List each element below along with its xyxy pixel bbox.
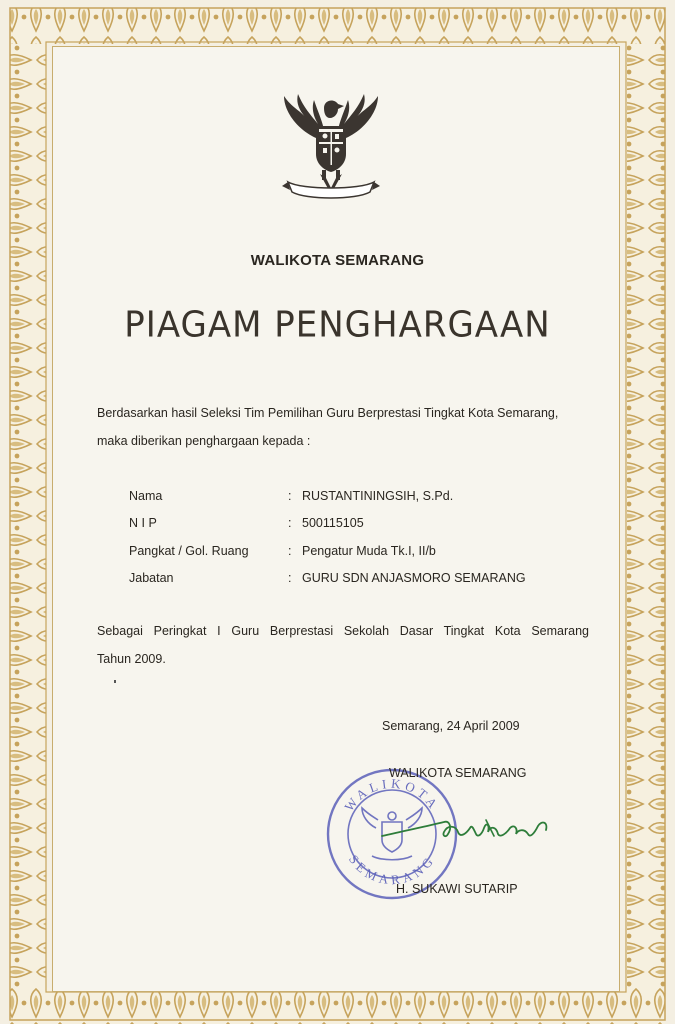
intro-line-1: Berdasarkan hasil Seleksi Tim Pemilihan Guru Berprestasi Tingkat Kota Semarang, (97, 406, 559, 420)
garuda-emblem-icon (278, 90, 384, 208)
field-colon: : (288, 488, 292, 503)
stamp-top-text: WALIKOTA (341, 775, 443, 815)
intro-line-2: maka diberikan penghargaan kepada : (97, 434, 311, 448)
field-value: RUSTANTININGSIH, S.Pd. (302, 488, 454, 503)
paper-speck (114, 680, 116, 683)
field-row-jabatan (129, 565, 526, 593)
field-value: Pengatur Muda Tk.I, II/b (302, 543, 436, 558)
field-label: N I P (129, 516, 157, 531)
field-label: Jabatan (129, 571, 174, 586)
field-label: Pangkat / Gol. Ruang (129, 543, 249, 558)
closing-line-1: Sebagai Peringkat I Guru Berprestasi Sekolah Dasar Tingkat Kota Semarang (97, 624, 589, 638)
certificate-title: PIAGAM PENGHARGAAN (124, 304, 551, 346)
field-colon: : (288, 516, 292, 531)
authority-heading: WALIKOTA SEMARANG (250, 252, 425, 269)
closing-line-2: Tahun 2009. (97, 652, 166, 666)
place-date: Semarang, 24 April 2009 (382, 719, 520, 733)
field-row-pangkat (129, 537, 526, 565)
field-value: 500115105 (302, 516, 364, 531)
stamp-bottom-text: SEMARANG (345, 851, 439, 888)
signatory-name: H. SUKAWI SUTARIP (396, 882, 518, 896)
field-colon: : (288, 543, 292, 558)
field-row-nama (129, 482, 526, 510)
intro-paragraph (97, 399, 589, 455)
recipient-fields (129, 482, 526, 592)
closing-paragraph (97, 617, 589, 673)
field-row-nip (129, 510, 526, 538)
field-colon: : (288, 571, 292, 586)
field-value: GURU SDN ANJASMORO SEMARANG (302, 571, 526, 586)
field-label: Nama (129, 488, 163, 503)
handwritten-signature (378, 806, 554, 850)
signatory-title: WALIKOTA SEMARANG (389, 766, 527, 780)
